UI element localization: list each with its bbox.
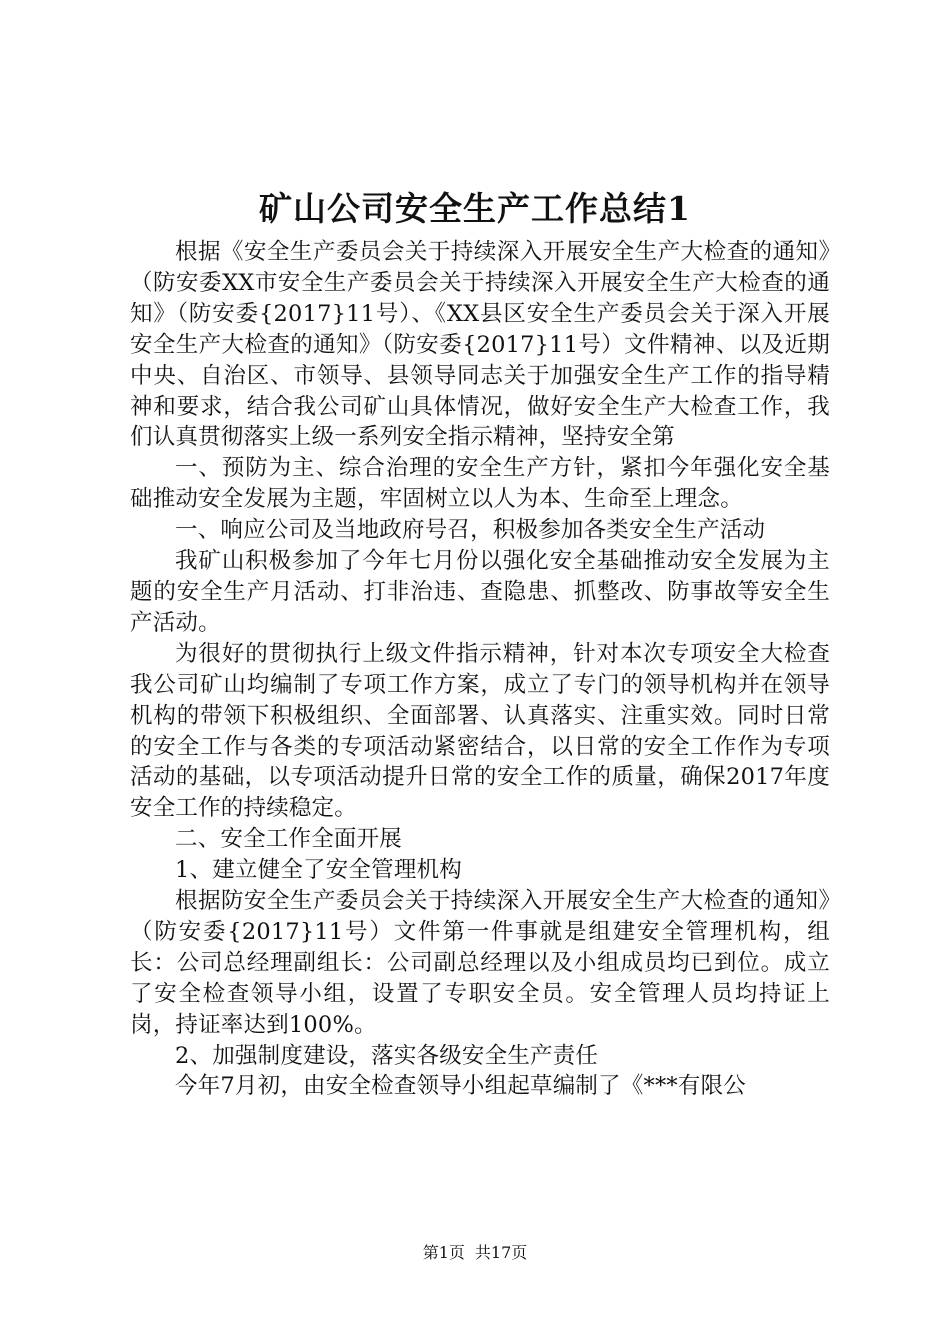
page-total: 共17页 [474, 1243, 528, 1262]
subsection-heading-1: 1、建立健全了安全管理机构 [175, 857, 462, 884]
paragraph-6: 今年7月初，由安全检查领导小组起草编制了《***有限公 [175, 1073, 746, 1100]
document-body [130, 237, 830, 1102]
document-title: 矿山公司安全生产工作总结1 [259, 189, 691, 228]
page-number: 第1页 [422, 1243, 465, 1262]
paragraph-2: 一、预防为主、综合治理的安全生产方针，紧扣今年强化安全基础推动安全发展为主题，牢固树立以人为本、生命至上理念。 [130, 455, 830, 513]
section-heading-1: 一、响应公司及当地政府号召，积极参加各类安全生产活动 [175, 517, 766, 544]
page-footer [0, 1242, 950, 1264]
section-heading-2: 二、安全工作全面开展 [175, 826, 403, 853]
paragraph-1: 根据《安全生产委员会关于持续深入开展安全生产大检查的通知》（防安委XX市安全生产委员会关于持续深入开展安全生产大检查的通知》（防安委{2017}11号）、《XX县区安全生产委员会关于深入开展安全生产大检查的通知》（防安委{2017}11号）文件精神、以及近期中央、自治区、市领导、县领导同志关于加强安全生产工作的指导精神和要求，结合我公司矿山具体情况，做好安全生产大检查工作，我们认真贯彻落实上级一系列安全指示精神，坚持安全第 [130, 239, 830, 451]
paragraph-4: 为很好的贯彻执行上级文件指示精神，针对本次专项安全大检查我公司矿山均编制了专项工作方案，成立了专门的领导机构并在领导机构的带领下积极组织、全面部署、认真落实、注重实效。同时日常的安全工作与各类的专项活动紧密结合，以日常的安全工作作为专项活动的基础，以专项活动提升日常的安全工作的质量，确保2017年度安全工作的持续稳定。 [130, 640, 830, 822]
paragraph-5: 根据防安全生产委员会关于持续深入开展安全生产大检查的通知》（防安委{2017}11号）文件第一件事就是组建安全管理机构，组长：公司总经理副组长：公司副总经理以及小组成员均已到位。成立了安全检查领导小组，设置了专职安全员。安全管理人员均持证上岗，持证率达到100%。 [130, 888, 830, 1038]
subsection-heading-2: 2、加强制度建设，落实各级安全生产责任 [175, 1042, 599, 1069]
paragraph-3: 我矿山积极参加了今年七月份以强化安全基础推动安全发展为主题的安全生产月活动、打非治违、查隐患、抓整改、防事故等安全生产活动。 [130, 548, 830, 636]
